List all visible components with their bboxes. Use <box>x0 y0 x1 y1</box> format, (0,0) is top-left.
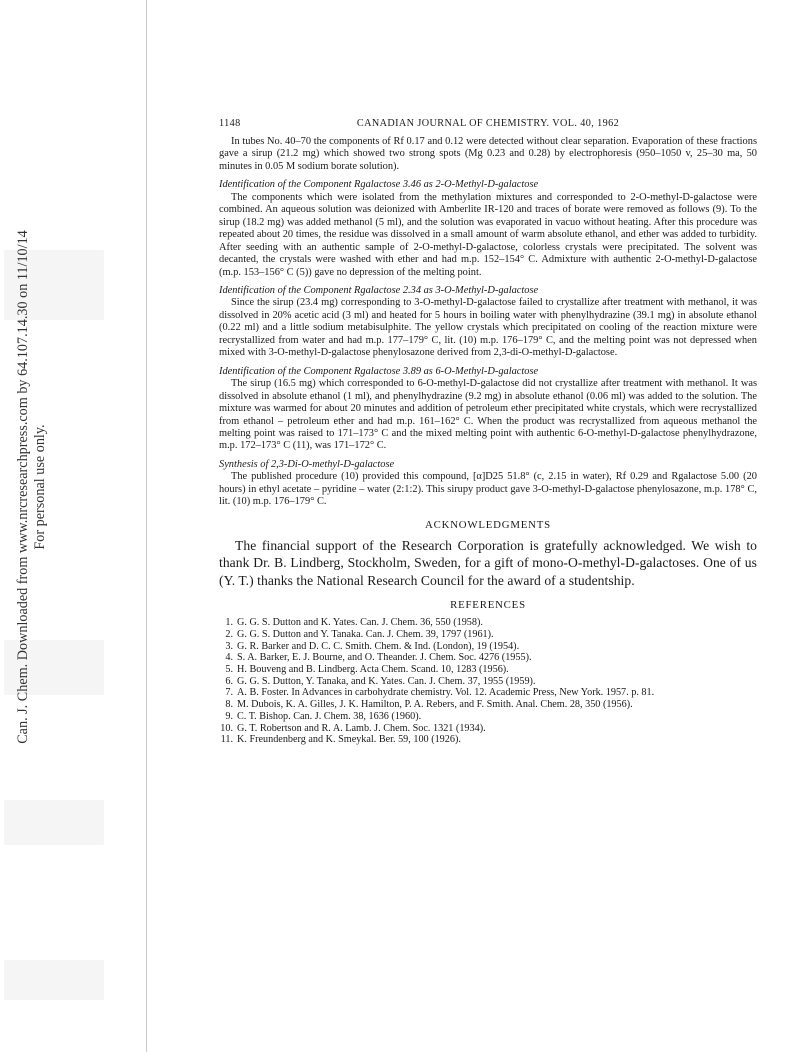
reference-number: 6. <box>225 675 233 687</box>
section-text: The components which were isolated from the methylation mixtures and corresponded to 2-O-methyl-D-galactose were combined. An aqueous solution was deionized with Amberlite IR-120 and traces of borate were removed as follows (9). To the sirup (18.2 mg) was added methanol (5 ml), and the solution was evaporated in vacuo without heating. After this procedure was repeated about 20 times, the residue was dissolved in a small amount of warm absolute ethanol, and ether was added to turbidity. After seeding with an authentic sample of 2-O-methyl-D-galactose, colorless crystals were precipitated. The solvent was decanted, the crystals were washed with ether and had m.p. 152–154° C. Admixture with authentic 2-O-methyl-D-galactose (m.p. 153–156° C (5)) gave no depression of the melting point. <box>219 191 757 278</box>
reference-text: K. Freundenberg and K. Smeykal. Ber. 59, 100 (1926). <box>237 734 461 746</box>
reference-item <box>219 711 757 723</box>
reference-item <box>219 734 757 746</box>
section-text: Since the sirup (23.4 mg) corresponding to 3-O-methyl-D-galactose failed to crystallize after treatment with methanol, it was dissolved in 20% acetic acid (3 ml) and heated for 5 hours in boiling water with phenylhydrazine (39.1 mg) in absolute ethanol (0.22 ml) and a little sodium metabisulphite. The yellow crystals which precipitated on cooling of the reaction mixture were recrystallized from water and had m.p. 177–179° C, lit. (10) m.p. 176–179° C, and the melting point was not depressed when mixed with 3-O-methyl-D-galactose phenylosazone derived from 2,3-di-O-methyl-D-galactose. <box>219 297 757 359</box>
journal-title: CANADIAN JOURNAL OF CHEMISTRY. VOL. 40, 1962 <box>356 118 620 129</box>
reference-number: 8. <box>225 699 233 711</box>
reference-list <box>219 617 757 746</box>
reference-number: 4. <box>225 652 233 664</box>
reference-text: G. G. S. Dutton, Y. Tanaka, and K. Yates. Can. J. Chem. 37, 1955 (1959). <box>237 675 536 687</box>
reference-item <box>219 723 757 735</box>
acknowledgments-text: The financial support of the Research Corporation is gratefully acknowledged. We wish to thank Dr. B. Lindberg, Stockholm, Sweden, for a gift of mono-O-methyl-D-galactoses. One of us (Y. T.) thanks the National Research Council for the award of a studentship. <box>219 538 757 588</box>
reference-number: 9. <box>225 710 233 722</box>
reference-item <box>219 687 757 699</box>
reference-text: C. T. Bishop. Can. J. Chem. 38, 1636 (1960). <box>237 710 422 722</box>
scan-smudge <box>4 800 104 845</box>
reference-item <box>219 629 757 641</box>
reference-text: A. B. Foster. In Advances in carbohydrate chemistry. Vol. 12. Academic Press, New York. 1957. p. 81. <box>237 687 655 699</box>
acknowledgments-heading: ACKNOWLEDGMENTS <box>425 518 551 531</box>
running-head <box>219 118 757 132</box>
margin-rule <box>146 0 147 1052</box>
download-notice-line1: Can. J. Chem. Downloaded from www.nrcresearchpress.com by 64.107.14.30 on 11/10/14 <box>15 230 31 744</box>
reference-text: S. A. Barker, E. J. Bourne, and O. Theander. J. Chem. Soc. 4276 (1955). <box>237 652 532 664</box>
section-heading: Identification of the Component Rgalactose 3.46 as 2-O-Methyl-D-galactose <box>219 179 539 191</box>
section-heading: Synthesis of 2,3-Di-O-methyl-D-galactose <box>219 458 395 470</box>
scan-smudge <box>4 960 104 1000</box>
reference-number: 11. <box>220 734 233 746</box>
reference-number: 2. <box>225 628 233 640</box>
article-page <box>219 118 757 746</box>
reference-item <box>219 699 757 711</box>
reference-item <box>219 641 757 653</box>
reference-item <box>219 652 757 664</box>
section-text: The sirup (16.5 mg) which corresponded to 6-O-methyl-D-galactose did not crystallize after treatment with methanol. It was dissolved in absolute ethanol (1 ml), and phenylhydrazine (9.2 mg) in absolute ethanol (0.06 ml) was added to the solution. The mixture was warmed for about 20 minutes and addition of petroleum ether precipitated white crystals, which were recrystallized from ethanol – petroleum ether and had m.p. 161–162° C. When the product was recrystallized from aqueous methanol the melting point was raised to 171–173° C and the mixed melting point with authentic 6-O-methyl-D-galactose phenylhydrazone, m.p. 172–173° C (11), was 171–172° C. <box>219 378 757 452</box>
reference-number: 3. <box>225 640 233 652</box>
reference-item <box>219 664 757 676</box>
reference-number: 1. <box>225 617 233 629</box>
section-text: The published procedure (10) provided this compound, [α]D25 51.8° (c, 2.15 in water), Rf 0.29 and Rgalactose 5.00 (20 hours) in ethyl acetate – pyridine – water (2:1:2). This sirupy product gave 3-O-methyl-D-galactose phenylosazone, m.p. 178° C, lit. (10) m.p. 176–179° C. <box>219 471 757 508</box>
reference-text: G. T. Robertson and R. A. Lamb. J. Chem. Soc. 1321 (1934). <box>237 722 486 734</box>
reference-text: G. G. S. Dutton and Y. Tanaka. Can. J. Chem. 39, 1797 (1961). <box>237 628 494 640</box>
section-heading: Identification of the Component Rgalactose 2.34 as 3-O-Methyl-D-galactose <box>219 284 539 296</box>
download-notice <box>15 187 49 787</box>
reference-text: G. G. S. Dutton and K. Yates. Can. J. Chem. 36, 550 (1958). <box>237 617 483 629</box>
reference-text: G. R. Barker and D. C. C. Smith. Chem. & Ind. (London), 19 (1954). <box>237 640 520 652</box>
reference-number: 5. <box>225 664 233 676</box>
reference-text: H. Bouveng and B. Lindberg. Acta Chem. Scand. 10, 1283 (1956). <box>237 664 509 676</box>
reference-text: M. Dubois, K. A. Gilles, J. K. Hamilton, P. A. Rebers, and F. Smith. Anal. Chem. 28, 350 (1956). <box>237 699 633 711</box>
download-notice-line2: For personal use only. <box>32 424 48 550</box>
reference-item <box>219 617 757 629</box>
reference-number: 7. <box>225 687 233 699</box>
intro-paragraph: In tubes No. 40–70 the components of Rf 0.17 and 0.12 were detected without clear separation. Evaporation of these fractions gave a sirup (21.2 mg) which showed two strong spots (Mg 0.23 and 0.28) by electrophoresis (950–1050 v, 25–30 ma, 50 minutes in 0.05 M sodium borate solution). <box>219 136 757 172</box>
reference-item <box>219 676 757 688</box>
references-heading: REFERENCES <box>450 598 526 611</box>
reference-number: 10. <box>220 722 233 734</box>
page-number: 1148 <box>219 118 241 129</box>
section-heading: Identification of the Component Rgalactose 3.89 as 6-O-Methyl-D-galactose <box>219 365 539 377</box>
